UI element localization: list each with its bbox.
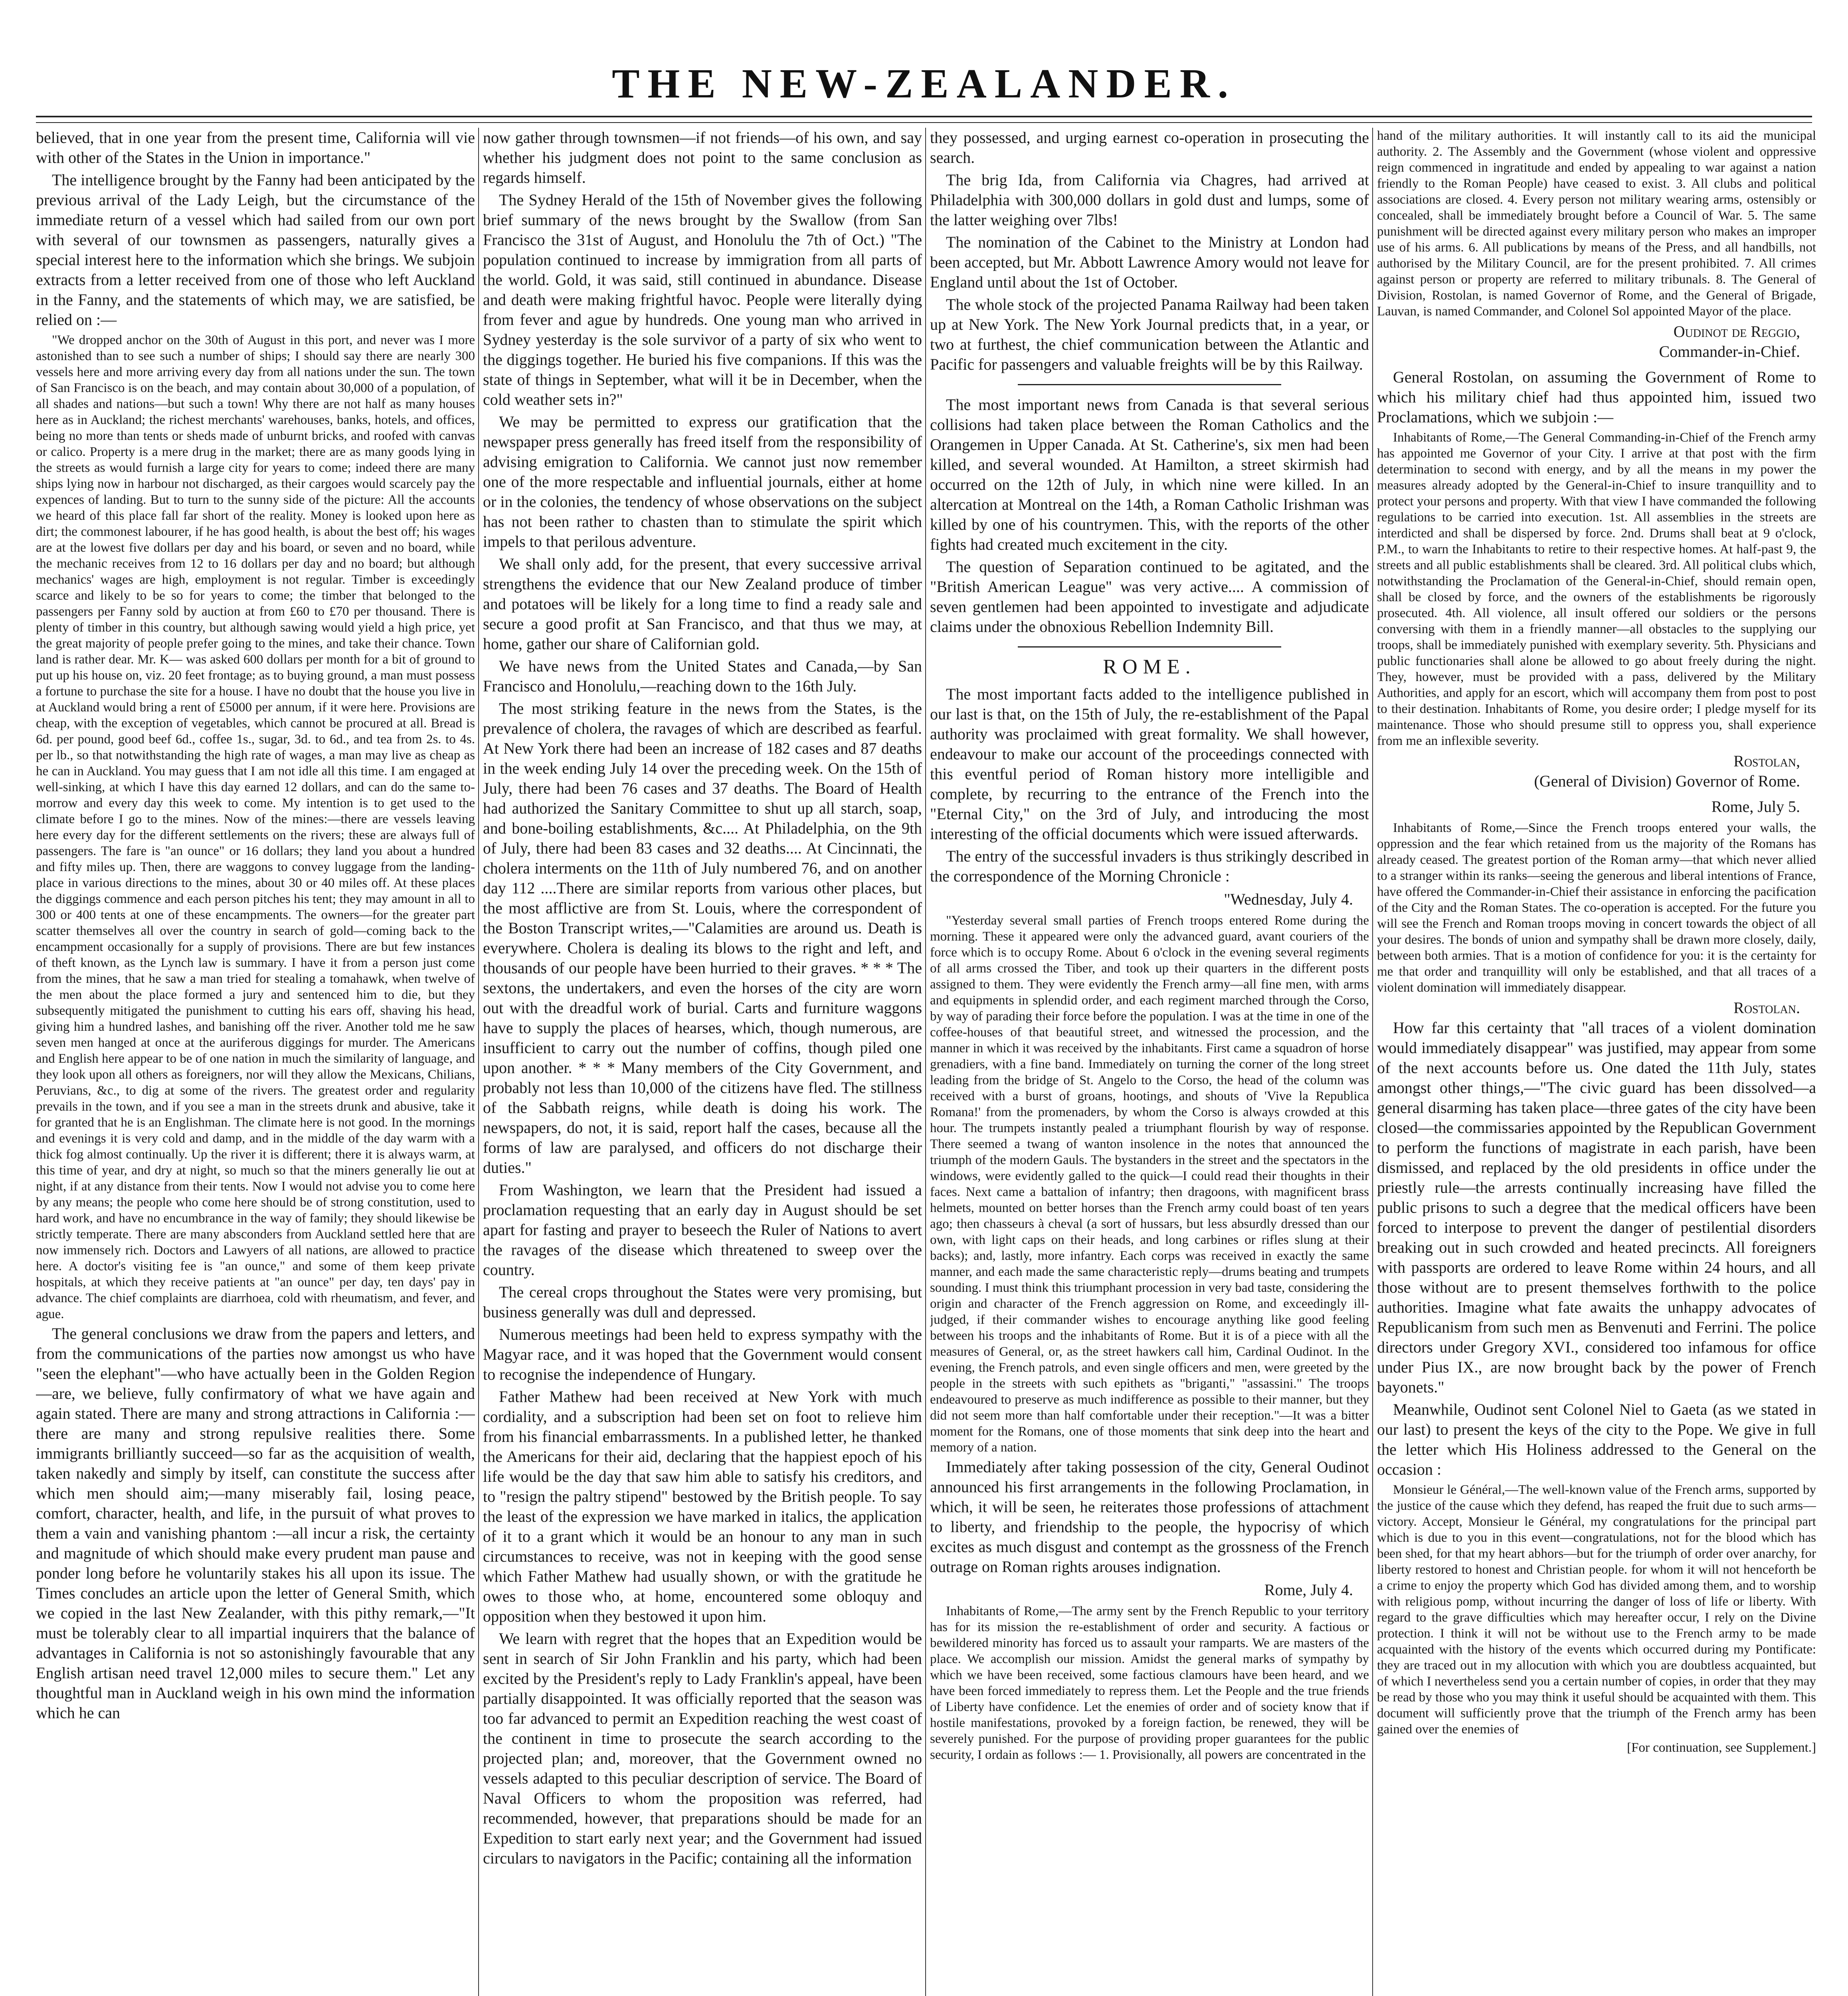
column-2 [483, 128, 922, 1996]
proclamation-extract [1377, 430, 1816, 749]
column-1 [36, 128, 475, 1996]
newspaper-masthead: THE NEW-ZEALANDER. [612, 61, 1236, 107]
paragraph: Numerous meetings had been held to express sympathy with the Magyar race, and it was hoped that the Government would consent to recognise the independence of Hungary. [483, 1325, 922, 1383]
paragraph: We have news from the United States and Canada,—by San Francisco and Honolulu,—reaching down to the 16th July. [483, 657, 922, 695]
orders-extract [1377, 128, 1816, 319]
paragraph: We shall only add, for the present, that every successive arrival strengthens the evidence that our New Zealand produce of timber and potatoes will be likely for a long time to find a ready sale and secure a good profit at San Francisco, and that thus we may, at home, gather our share of Californian gold. [483, 555, 922, 653]
paragraph: The entry of the successful invaders is thus strikingly described in the correspondence of the Morning Chronicle : [930, 847, 1369, 885]
paragraph: We learn with regret that the hopes that an Expedition would be sent in search of Sir John Franklin and his party, which had been excited by the President's reply to Lady Franklin's appeal, have been partially disappointed. It was officially reported that the season was too far advanced to permit an Expedition reaching the west coast of the continent in time to prosecute the search according to the projected plan; and, moreover, that the Government owned no vessels adapted to this peculiar description of service. The Board of Naval Officers to whom the proposition was referred, had recommended, however, that preparations should be made for an Expedition to start early next year; and the Government had issued circulars to navigators in the Pacific; containing all the information [483, 1630, 922, 1867]
proclamation-text: Inhabitants of Rome,—The army sent by the French Republic to your territory has for its mission the re-establishment of order and security. A factious or bewildered minority has forced us to assault your ramparts. We are masters of the place. We accomplish our mission. Amidst the general marks of sympathy by which we have been received, some factious clamours have been heard, and we have been forced immediately to repress them. Let the People and the true friends of Liberty have confidence. Let the enemies of order and of society know that if hostile manifestations, provoked by a foreign faction, be renewed, they will be severely punished. For the purpose of providing proper guarantees for the public security, I ordain as follows :— 1. Provisionally, all powers are concentrated in the [930, 1604, 1369, 1762]
signature-title: (General of Division) Governor of Rome. [1534, 772, 1800, 790]
paragraph: From Washington, we learn that the President had issued a proclamation requesting that an early day in August should be set apart for fasting and prayer to beseech the Ruler of Nations to avert the ravages of the disease which threatened to sweep over the country. [483, 1181, 922, 1279]
chronicle-text: "Yesterday several small parties of French troops entered Rome during the morning. These it appeared were only the advanced guard, avant couriers of the force which is to occupy Rome. About 6 o'clock in the evening several regiments of all arms crossed the Tiber, and took up their quarters in the different posts assigned to them. They were evidently the French army—all fine men, with arms and equipments in splendid order, and each regiment marched through the Corso, by way of parading their force before the population. I was at the time in one of the coffee-houses of that beautiful street, and witnessed the procession, and the manner in which it was received by the inhabitants. First came a squadron of horse grenadiers, with a fine band. Immediately on turning the corner of the long street leading from the bridge of St. Angelo to the Corso, the head of the column was received with a burst of groans, hootings, and shouts of 'Vive la Republica Romana!' from the promenaders, by whom the Corso is always crowded at this hour. The trumpets instantly pealed a triumphant flourish by way of response. There seemed a twang of wanton insolence in the notes that announced the triumph of the modern Gauls. The bystanders in the street and the spectators in the windows, were evidently galled to the quick—I could read their thoughts in their faces. Next came a battalion of infantry; then dragoons, with magnificent brass helmets, mounted on better horses than the French army could boast of ten years ago; then chasseurs à cheval (a sort of hussars, but less absurdly dressed than our own, with light caps on their heads, and long carbines or rifles slung at their backs); and, lastly, more infantry. Each corps was received in exactly the same manner, and each made the same characteristic reply—drums beating and trumpets sounding. I must think this triumphant procession in very bad taste, considering the origin and character of the French aggression on Rome, and exceedingly ill-judged, if their commander wishes to encourage anything like good feeling between his troops and the inhabitants of Rome. But it is of a piece with all the measures of General, or, as the street hawkers call him, Cardinal Oudinot. In the evening, the French patrols, and even single officers and men, were greeted by the people in the streets with such epithets as "briganti," "assassini." The troops endeavoured to preserve as much indifference as possible to their manner, but they did not seem more than half comfortable under their reception."—It was a bitter moment for the Romans, one of those moments that sink deep into the heart and memory of a nation. [930, 913, 1369, 1455]
paragraph: How far this certainty that "all traces of a violent domination would immediately disappear" was justified, may appear from some of the next accounts before us. One dated the 11th July, states amongst other things,—"The civic guard has been dissolved—a general disarming has taken place—three gates of the city have been closed—the commissaries appointed by the Republican Government to perform the functions of magistrate in each parish, have been dismissed, and replaced by the old presidents in office under the priestly rule—the arrests continually increasing have filled the public prisons to such a degree that the medical officers have been forced to interpose to prevent the danger of pestilential disorders breaking out in such crowded and heated precincts. All foreigners with passports are ordered to leave Rome within 24 hours, and all those without are to present themselves forthwith to the police authorities. Imagine what fate awaits the unhappy advocates of Republicanism from such men as Benvenuti and Ferrini. The police directors under Gregory XVI., considered too infamous for office under Pius IX., are now brought back by the power of French bayonets." [1377, 1019, 1816, 1396]
section-title-rome: ROME. [1103, 655, 1196, 678]
paragraph: The intelligence brought by the Fanny had been anticipated by the previous arrival of the Lady Leigh, but the circumstance of the immediate return of a vessel which had sailed from our own port with several of our townsmen as passengers, naturally gives a special interest here to the information which she brings. We subjoin extracts from a letter received from one of those who left Auckland in the Fanny, and the statements of which may, we are satisfied, be relied on :— [36, 171, 475, 329]
paragraph: Meanwhile, Oudinot sent Colonel Niel to Gaeta (as we stated in our last) to present the keys of the city to the Pope. We give in full the letter which His Holiness addressed to the General on the occasion : [1377, 1400, 1816, 1478]
paragraph: The whole stock of the projected Panama Railway had been taken up at New York. The New York Journal predicts that, in a year, or two at furthest, the chief communication between the Atlantic and Pacific for passengers and valuable freights will be by this Railway. [930, 295, 1369, 373]
paragraph: The brig Ida, from California via Chagres, had arrived at Philadelphia with 300,000 dollars in gold dust and lumps, some of the latter weighing over 7lbs! [930, 171, 1369, 229]
column-divider [478, 128, 479, 1996]
pope-letter-text: Monsieur le Général,—The well-known value of the French arms, supported by the justice of the cause which they defend, has reaped the fruit due to such arms—victory. Accept, Monsieur le Général, my congratulations for the principal part which is due to you in this event—congratulations, not for the blood which has been shed, for that my heart abhors—but for the triumph of order over anarchy, for liberty restored to honest and Christian people. for whom it will not henceforth be a crime to enjoy the property which God has divided among them, and to worship with religious pomp, without incurring the danger of loss of life or liberty. With regard to the grave difficulties which may hereafter occur, I rely on the Divine protection. I think it will not be without use to the French army to be made acquainted with the history of the events which occurred during my Pontificate: they are traced out in my allocution with which you are doubtless acquainted, but of which I nevertheless send you a certain number of copies, in order that they may be read by those who you may think it useful should be acquainted with them. This document will sufficiently prove that the triumph of the French army has been gained over the enemies of [1377, 1483, 1816, 1737]
paragraph: Immediately after taking possession of the city, General Oudinot announced his first arrangements in the following Proclamation, in which, it will be seen, he reiterates those professions of attachment to liberty, and friendship to the people, the hypocrisy of which excites as much disgust and contempt as the grossness of the French outrage on Roman rights arouses indignation. [930, 1458, 1369, 1576]
column-4 [1377, 128, 1816, 1996]
signature: Rostolan, [1733, 752, 1800, 770]
pope-letter-extract [1377, 1482, 1816, 1737]
signature: Rostolan. [1733, 999, 1800, 1017]
paragraph: now gather through townsmen—if not friends—of his own, and say whether his judgment does not point to the same conclusion as regards himself. [483, 129, 922, 186]
paragraph: General Rostolan, on assuming the Government of Rome to which his military chief had thus appointed him, issued two Proclamations, which we subjoin :— [1377, 368, 1816, 426]
letter-text: "We dropped anchor on the 30th of August in this port, and never was I more astonished than to see such a number of ships; I should say there are nearly 300 vessels here and more arriving every day from all nations under the sun. The town of San Francisco is on the beach, and may contain about 30,000 of a population, of all shades and nations—but such a town! Why there are not half as many houses here as in Auckland; the richest merchants' warehouses, banks, hotels, and offices, being no more than tents or sheds made of unburnt bricks, and roofed with canvas or calico. Property is a mere drug in the market; there are as many goods lying in the streets as would furnish a large city for years to come; indeed there are many ships lying now in harbour not discharged, as their cargoes would scarcely pay the expences of landing. But to turn to the sunny side of the picture: All the accounts we heard of this place fall far short of the reality. Money is looked upon here as dirt; the commonest labourer, if he has good health, is about the best off; his wages are at the lowest five dollars per day and his board, or seven and no board, while the mechanic receives from 12 to 16 dollars per day and no board; but although mechanics' wages are high, employment is not regular. Timber is exceedingly scarce and likely to be so for years to come; the timber that belonged to the passengers per Fanny sold by auction at from £60 to £70 per thousand. There is plenty of timber in this country, but although sawing would yield a high price, yet the great majority of people prefer going to the mines, and take their chance. Town land is rather dear. Mr. K— was asked 600 dollars per month for a bit of ground to put up his house on, viz. 20 feet frontage; as to buying ground, a man must possess a fortune to purchase the site for a house. I have no doubt that the house you live in at Auckland would bring a rent of £5000 per annum, if it were here. Provisions are cheap, with the exception of vegetables, which cannot be procured at all. Bread is 6d. per pound, good beef 6d., coffee 1s., sugar, 3d. to 6d., and tea from 2s. to 4s. per lb., so that notwithstanding the high rate of wages, a man may live as cheap as he can in Auckland. You may guess that I am not idle all this time. I am engaged at well-sinking, at which I have this day earned 12 dollars, and can do the same to-morrow and every day this week to come. My intention is to get used to the climate before I go to the mines. Now of the mines:—there are vessels leaving here every day for the different settlements on the rivers; these are always full of passengers. The fare is "an ounce" or 16 dollars; they land you about a hundred and fifty miles up. Then, there are waggons to convey luggage from the landing-place in various directions to the mines, about 30 or 40 miles off. At these places the diggings commence and each person pitches his tent; they may amount in all to 300 or 400 tents at one of these encampments. The owners—for the greater part scatter themselves all over the country in search of gold—coming back to the encampment occasionally for a supply of provisions. There are but few instances of theft known, as the Lynch law is summary. I have it from a person just come from the mines, that he saw a man tried for stealing a tomahawk, when twelve of the men about the place formed a jury and sentenced him to die, but they subsequently mitigated the punishment to cutting his ears off, shaving his head, giving him a hundred lashes, and banishing off the river. Another told me he saw seven men hanged at once at the auriferous diggings for murder. The Americans and English here appear to be of one nation in much the similarity of language, and they look upon all others as foreigners, nor will they allow the Mexicans, Chilians, Peruvians, &c., to dig at some of the rivers. The greatest order and regularity prevails in the town, and if you see a man in the streets drunk and abusive, take it for granted that he is an Englishman. The climate here is not good. In the mornings and evenings it is very cold and damp, and in the middle of the day warm with a thick fog almost continually. Up the river it is different; there it is always warm, at this time of year, and dry at night, so much so that the miners generally lie out at night, if at any distance from their tents. Now I would not advise you to come here by any means; the people who come here should be of strong constitution, used to hard work, and have no encumbrance in the way of family; they should likewise be strictly temperate. There are many absconders from Auckland settled here that are now immensely rich. Doctors and Lawyers of all nations, are allowed to practice here. A doctor's visiting fee is "an ounce," and some of them keep private hospitals, at which they receive patients at "an ounce" per day, ten days' pay in advance. The chief complaints are diarrhoea, cold with rheumatism, and fever, and ague. [36, 333, 475, 1321]
paragraph: The Sydney Herald of the 15th of November gives the following brief summary of the news brought by the Swallow (from San Francisco the 31st of August, and Honolulu the 7th of Oct.) "The population continued to increase by immigration from all parts of the world. Gold, it was said, still continued in abundance. Disease and death were making frightful havoc. People were literally dying from fever and ague by hundreds. One young man who arrived in Sydney yesterday is the sole survivor of a party of six who went to the diggings together. He buried his five companions. If this was the state of things in September, what will it be in December, when the cold weather sets in?" [483, 191, 922, 408]
paragraph: they possessed, and urging earnest co-operation in prosecuting the search. [930, 129, 1369, 166]
proclamation-text: Inhabitants of Rome,—The General Commanding-in-Chief of the French army has appointed me Governor of your City. I arrive at that post with the firm determination to second with energy, and by all the means in my power the measures already adopted by the General-in-Chief to insure tranquillity and to protect your persons and property. With that view I have commanded the following regulations to be carried into execution. 1st. All assemblies in the streets are interdicted and shall be dispersed by force. 2nd. Drums shall beat at 9 o'clock, P.M., to warn the Inhabitants to retire to their respective homes. At half-past 9, the streets and all public establishments shall be cleared. 3rd. All political clubs which, notwithstanding the Proclamation of the General-in-Chief, should remain open, shall be closed by force, and the owners of the establishments be rigorously prosecuted. 4th. All violence, all insult offered our soldiers or the persons conversing with them in a friendly manner—all obstacles to the supplying our troops, shall be immediately punished with exemplary severity. 5th. Physicians and public functionaries shall alone be allowed to go about freely during the night. They, however, must be provided with a pass, delivered by the Military Authorities, and apply for an escort, which will accompany them from post to post to their destination. Inhabitants of Rome, you desire order; I pledge myself for its maintenance. Those who should presume still to oppress you, shall experience from me an inflexible severity. [1377, 430, 1816, 748]
paragraph: The most important news from Canada is that several serious collisions had taken place between the Roman Catholics and the Orangemen in Upper Canada. At St. Catherine's, six men had been killed, and several wounded. At Hamilton, a street skirmish had occurred on the 12th of July, in which nine were killed. In an altercation at Montreal on the 14th, a Roman Catholic Irishman was killed by one of his countrymen. This, with the reports of the other fights had created much excitement in the city. [930, 396, 1369, 553]
dateline: Rome, July 4. [1264, 1581, 1353, 1599]
paragraph: The general conclusions we draw from the papers and letters, and from the communications of the parties now amongst us who have "seen the elephant"—who have actually been in the Golden Region—are, we believe, fully confirmatory of what we have again and again stated. There are many and strong attractions in California :—there are many and strong repulsive realities there. Some immigrants brilliantly succeed—so far as the acquisition of wealth, taken nakedly and simply by itself, can constitute the success after which men should aim;—many miserably fail, losing peace, comfort, character, health, and life, in the pursuit of what proves to them a vain and vanishing phantom :—all incur a risk, the certainty and magnitude of which should make every prudent man pause and ponder long before he voluntarily stakes his all upon its issue. The Times concludes an article upon the letter of General Smith, which we copied in the last New Zealander, with this pithy remark,—"It must be tolerably clear to all impartial inquirers that the balance of advantages in California is not so astonishingly favourable that any English artisan need travel 12,000 miles to secure them." Let any thoughtful man in Auckland weigh in his own mind the information which he can [36, 1325, 475, 1722]
continuation-note: [For continuation, see Supplement.] [1627, 1741, 1816, 1755]
column-divider [925, 128, 926, 1996]
signature-title: Commander-in-Chief. [1659, 343, 1800, 360]
paragraph: Father Mathew had been received at New York with much cordiality, and a subscription had been set on foot to relieve him from his financial embarrassments. In a published letter, he thanked the Americans for their aid, declaring that the happiest epoch of his life would be the day that saw him able to satisfy his creditors, and to "resign the paltry stipend" bestowed by the British people. To say the least of the expression we have marked in italics, the application of it to a grant which it would be an honour to any man in such circumstances to receive, was not in keeping with the good sense which Father Mathew had usually shown, or with the gratitude he owes to those who, at home, encountered some obloquy and opposition when they bestowed it upon him. [483, 1388, 922, 1625]
paragraph: believed, that in one year from the present time, California will vie with other of the States in the Union in importance." [36, 129, 475, 166]
dateline: Rome, July 5. [1711, 798, 1800, 816]
signature: Oudinot de Reggio, [1673, 323, 1800, 341]
dateline: "Wednesday, July 4. [1224, 890, 1353, 908]
section-divider [1018, 384, 1281, 385]
paragraph: The nomination of the Cabinet to the Ministry at London had been accepted, but Mr. Abbott Lawrence Amory would not leave for England until about the 1st of October. [930, 233, 1369, 291]
column-divider [1372, 128, 1373, 1996]
proclamation-text: Inhabitants of Rome,—Since the French troops entered your walls, the oppression and the fear which retained from us the majority of the Romans has already ceased. The greatest portion of the Roman army—that which never allied to a stranger within its ranks—seeing the generous and liberal intentions of France, have offered the Commander-in-Chief their assistance in enforcing the pacification of the City and the Roman States. The co-operation is accepted. For the future you will see the French and Roman troops moving in concert towards the object of all your desires. The bonds of union and sympathy shall be drawn more closely, daily, between both armies. That is a motion of confidence for you: it is the certainty for me that order and tranquillity will only be established, and that all traces of a violent domination will immediately disappear. [1377, 821, 1816, 995]
paragraph: The most striking feature in the news from the States, is the prevalence of cholera, the ravages of which are described as fearful. At New York there had been an increase of 182 cases and 87 deaths in the week ending July 14 over the preceding week. On the 15th of July, there had been 76 cases and 37 deaths. The Board of Health had authorized the Sanitary Committee to shut up all starch, soap, and bone-boiling establishments, &c.... At Philadelphia, on the 9th of July, there had been 83 cases and 32 deaths.... At Cincinnati, the cholera interments on the 11th of July numbered 76, and on another day 112 ....There are similar reports from various other places, but the most afflictive are from St. Louis, where the correspondent of the Boston Transcript writes,—"Calamities are around us. Death is everywhere. Cholera is dealing its blows to the right and left, and thousands of our people have been hurried to their graves. * * * The sextons, the undertakers, and even the horses of the city are worn out with the dreadful work of burial. Carts and furniture waggons have to supply the places of hearses, which, though numerous, are insufficient to carry out the number of coffins, though piled one upon another. * * * Many members of the City Government, and probably not less than 10,000 of the citizens have fled. The stillness of the Sabbath reigns, while death is doing his work. The newspapers, do not, it is said, report half the cases, because all the forms of law are paralysed, and officers do not discharge their duties." [483, 699, 922, 1176]
section-divider [1018, 646, 1281, 648]
masthead-rule [36, 116, 1812, 123]
column-3 [930, 128, 1369, 1996]
paragraph: We may be permitted to express our gratification that the newspaper press generally has freed itself from the responsibility of advising emigration to California. We cannot just now remember one of the more respectable and influential journals, either at home or in the colonies, the tendency of whose observations on the subject has not been rather to chasten than to stimulate the spirit which impels to that perilous adventure. [483, 413, 922, 550]
proclamation-extract [1377, 820, 1816, 996]
chronicle-extract [930, 913, 1369, 1455]
letter-extract [36, 332, 475, 1322]
proclamation-extract [930, 1603, 1369, 1763]
paragraph: The cereal crops throughout the States were very promising, but business generally was dull and depressed. [483, 1283, 922, 1321]
orders-text: hand of the military authorities. It will instantly call to its aid the municipal authority. 2. The Assembly and the Government (whose violent and oppressive reign commenced in ingratitude and ended by appealing to war against a nation friendly to the Roman People) have ceased to exist. 3. All clubs and political associations are closed. 4. Every person not military wearing arms, ostensibly or concealed, shall be immediately brought before a Council of War. 5. The same punishment will be directed against every military person who makes an improper use of his arms. 6. All publications by means of the Press, and all handbills, not authorised by the Military Council, are for the present prohibited. 7. All crimes against person or property are referred to military tribunals. 8. The General of Division, Rostolan, is named Governor of Rome, and the General of Brigade, Lauvan, is named Commander, and Colonel Sol appointed Mayor of the place. [1377, 129, 1816, 319]
paragraph: The most important facts added to the intelligence published in our last is that, on the 15th of July, the re-establishment of the Papal authority was proclaimed with great formality. We shall however, endeavour to make our account of the proceedings connected with this eventful period of Roman history more intelligible and complete, by recurring to the entrance of the French into the "Eternal City," on the 3rd of July, and introducing the most interesting of the official documents which were issued afterwards. [930, 685, 1369, 843]
paragraph: The question of Separation continued to be agitated, and the "British American League" was very active.... A commission of seven gentlemen had been appointed to investigate and adjudicate claims under the obnoxious Rebellion Indemnity Bill. [930, 558, 1369, 636]
